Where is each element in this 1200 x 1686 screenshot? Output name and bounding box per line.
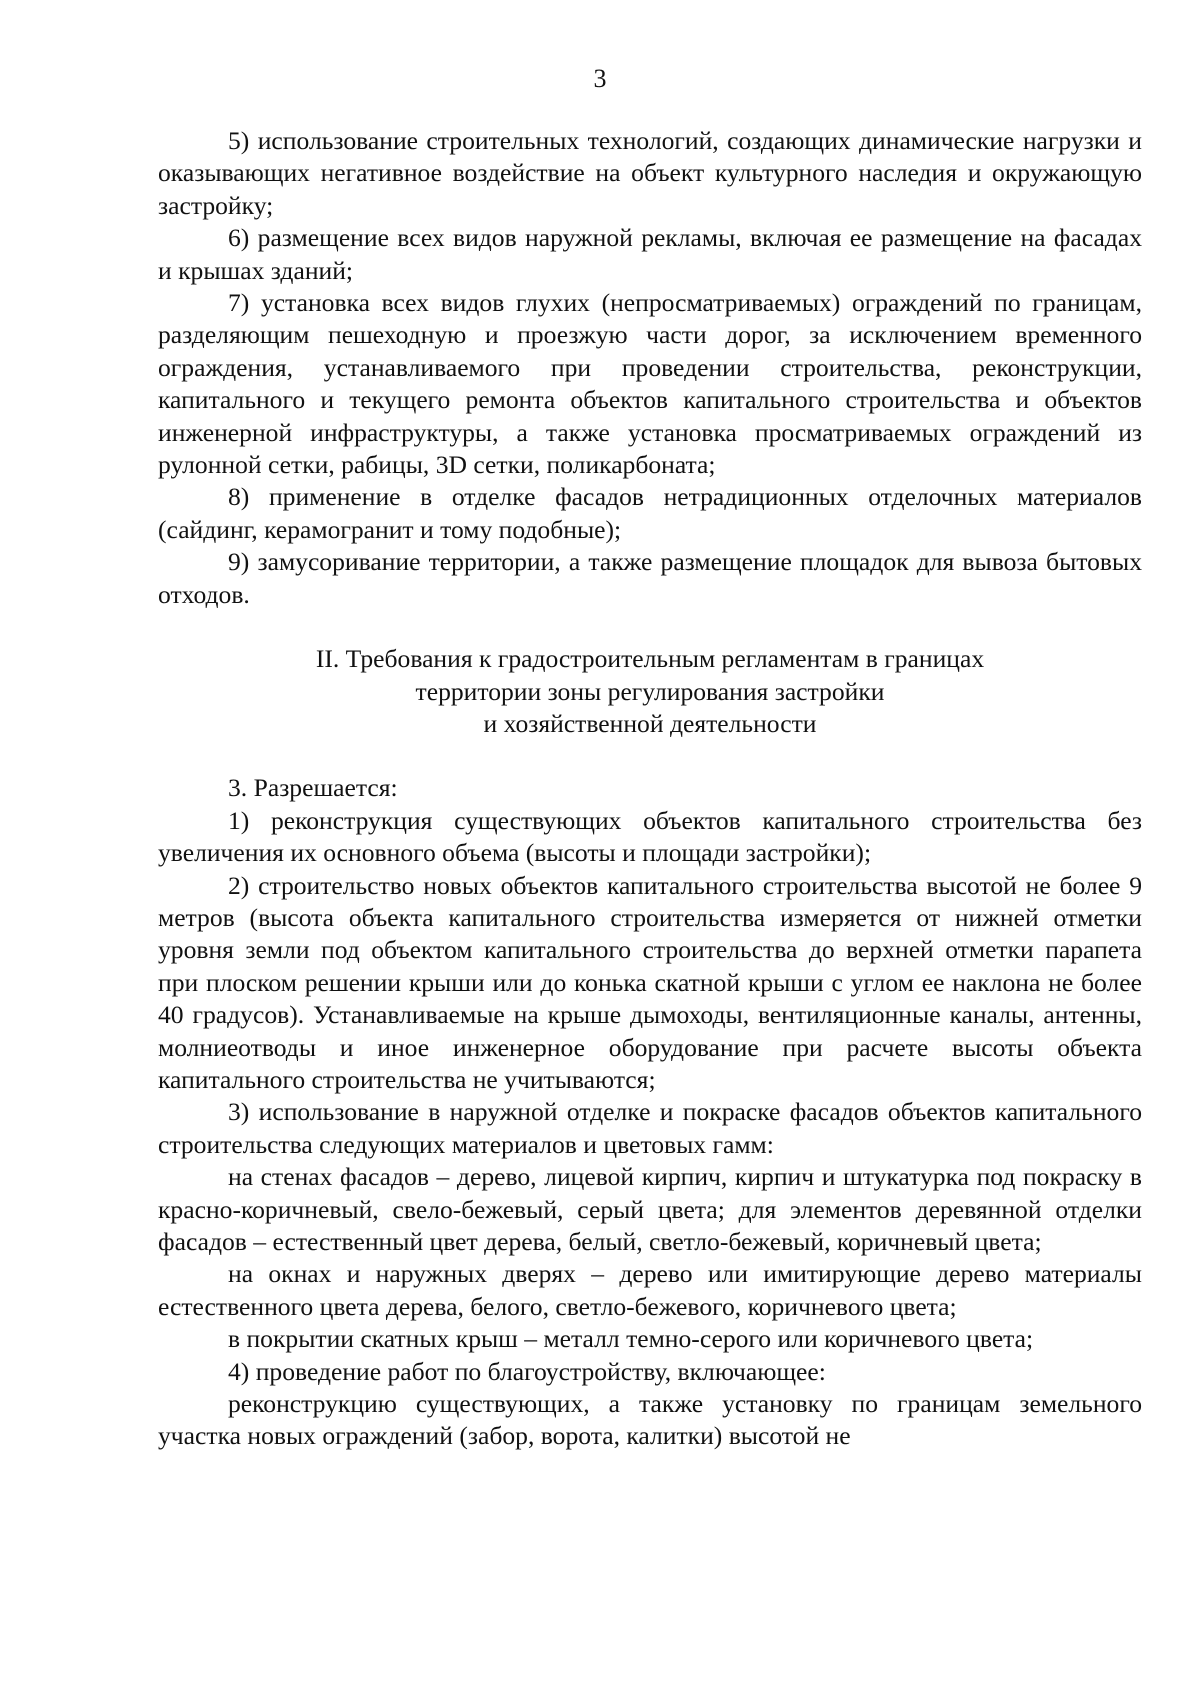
paragraph-item-7: 7) установка всех видов глухих (непросматриваемых) ограждений по границам, разделяющим пешеходную и проезжую части дорог, за исключением временного ограждения, устанавливаемого при проведении строительства, реконструкции, капитального и текущего ремонта объектов капитального строительства и объектов инженерной инфраструктуры, а также установка просматриваемых ограждений из рулонной сетки, рабицы, 3D сетки, поликарбоната; (158, 288, 1142, 480)
clause-3-item-2: 2) строительство новых объектов капитального строительства высотой не более 9 метров (высота объекта капитального строительства измеряется от нижней отметки уровня земли под объектом капитального строительства до верхней отметки парапета при плоском решении крыши или до конька скатной крыши с углом ее наклона не более 40 градусов). Устанавливаемые на крыше дымоходы, вентиляционные каналы, антенны, молниеотводы и иное инженерное оборудование при расчете высоты объекта капитального строительства не учитываются; (158, 870, 1142, 1094)
clause-3-title: 3. Разрешается: (228, 773, 398, 803)
section-heading-line-1: II. Требования к градостроительным регламентам в границах (315, 644, 985, 674)
clause-3-item-3: 3) использование в наружной отделке и покраске фасадов объектов капитального строительства следующих материалов и цветовых гамм: (158, 1097, 1142, 1159)
paragraph-item-6: 6) размещение всех видов наружной рекламы, включая ее размещение на фасадах и крышах зданий; (158, 223, 1142, 285)
clause-3-item-3-walls: на стенах фасадов – дерево, лицевой кирпич, кирпич и штукатурка под покраску в красно-коричневый, свело-бежевый, серый цвета; для элементов деревянной отделки фасадов – естественный цвет дерева, белый, светло-бежевый, коричневый цвета; (158, 1162, 1142, 1256)
section-heading-line-2: территории зоны регулирования застройки (415, 676, 885, 706)
clause-3-item-3-windows: на окнах и наружных дверях – дерево или имитирующие дерево материалы естественного цвета дерева, белого, светло-бежевого, коричневого цвета; (158, 1259, 1142, 1321)
paragraph-item-8: 8) применение в отделке фасадов нетрадиционных отделочных материалов (сайдинг, керамогранит и тому подобные); (158, 482, 1142, 544)
paragraph-item-5: 5) использование строительных технологий, создающих динамические нагрузки и оказывающих негативное воздействие на объект культурного наследия и окружающую застройку; (158, 126, 1142, 220)
document-body (158, 125, 1142, 1453)
clause-3-item-1: 1) реконструкция существующих объектов капитального строительства без увеличения их основного объема (высоты и площади застройки); (158, 805, 1142, 868)
paragraph-item-9: 9) замусоривание территории, а также размещение площадок для вывоза бытовых отходов. (158, 547, 1142, 609)
clause-3-item-4-fences: реконструкцию существующих, а также установку по границам земельного участка новых ограждений (забор, ворота, калитки) высотой не (158, 1389, 1142, 1451)
section-heading (158, 643, 1142, 740)
clause-3-item-4: 4) проведение работ по благоустройству, включающее: (228, 1356, 826, 1386)
page-number: 3 (593, 64, 607, 93)
clause-3-item-3-roofs: в покрытии скатных крыш – металл темно-серого или коричневого цвета; (228, 1324, 1034, 1354)
section-heading-line-3: и хозяйственной деятельности (483, 708, 817, 738)
